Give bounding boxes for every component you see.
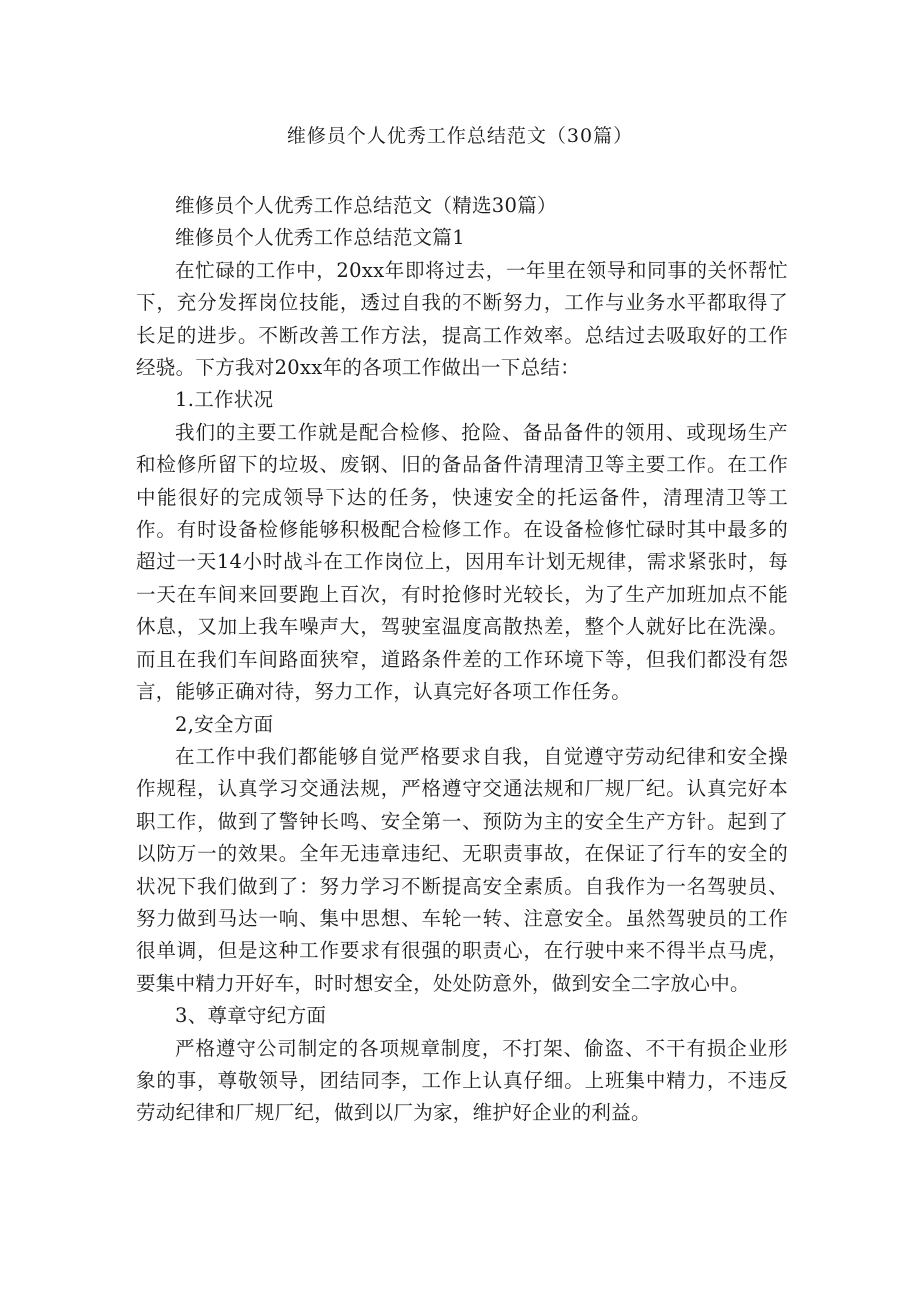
heading-discipline: 3、尊章守纪方面 (175, 1004, 327, 1028)
heading-work-status: 1.工作状况 (175, 388, 274, 412)
paragraph-discipline: 严格遵守公司制定的各项规章制度，不打架、偷盗、不干有损企业形象的事，尊敬领导，团结同李，工作上认真仔细。上班集中精力，不违反劳动纪律和厂规厂纪，做到以厂为家，维护好企业的利益。 (136, 1036, 788, 1125)
document-title: 维修员个人优秀工作总结范文（30篇） (286, 125, 634, 147)
subtitle-paragraph: 维修员个人优秀工作总结范文（精选30篇） (175, 194, 557, 217)
paragraph-safety: 在工作中我们都能够自觉严格要求自我，自觉遵守劳动纪律和安全操作规程，认真学习交通法规，严格遵守交通法规和厂规厂纪。认真完好本职工作，做到了警钟长鸣、安全第一、预防为主的安全生产方针。起到了以防万一的效果。全年无违章违纪、无职责事故，在保证了行车的安全的状况下我们做到了：努力学习不断提高安全素质。自我作为一名驾驶员、努力做到马达一响、集中思想、车轮一转、注意安全。虽然驾驶员的工作很单调，但是这种工作要求有很强的职责心，在行驶中来不得半点马虎，要集中精力开好车，时时想安全，处处防意外，做到安全二字放心中。 (136, 744, 788, 995)
intro-paragraph: 在忙碌的工作中，20xx年即将过去，一年里在领导和同事的关怀帮忙下，充分发挥岗位技能，透过自我的不断努力，工作与业务水平都取得了长足的进步。不断改善工作方法，提高工作效率。总结过去吸取好的工作经骁。下方我对20xx年的各项工作做出一下总结： (136, 258, 788, 380)
section-heading-article-1: 维修员个人优秀工作总结范文篇1 (175, 226, 465, 250)
paragraph-work-status: 我们的主要工作就是配合检修、抢险、备品备件的领用、或现场生产和检修所留下的垃圾、废钢、旧的备品备件清理清卫等主要工作。在工作中能很好的完成领导下达的任务，快速安全的托运备件，清理清卫等工作。有时设备检修能够积极配合检修工作。在设备检修忙碌时其中最多的超过一天14小时战斗在工作岗位上，因用车计划无规律，需求紧张时，每一天在车间来回要跑上百次，有时抢修时光较长，为了生产加班加点不能休息，又加上我车噪声大，驾驶室温度高散热差，整个人就好比在洗澡。而且在我们车间路面狭窄，道路条件差的工作环境下等，但我们都没有怨言，能够正确对待，努力工作，认真完好各项工作任务。 (136, 420, 788, 704)
heading-safety: 2,安全方面 (175, 712, 274, 736)
document-body (136, 190, 788, 1130)
